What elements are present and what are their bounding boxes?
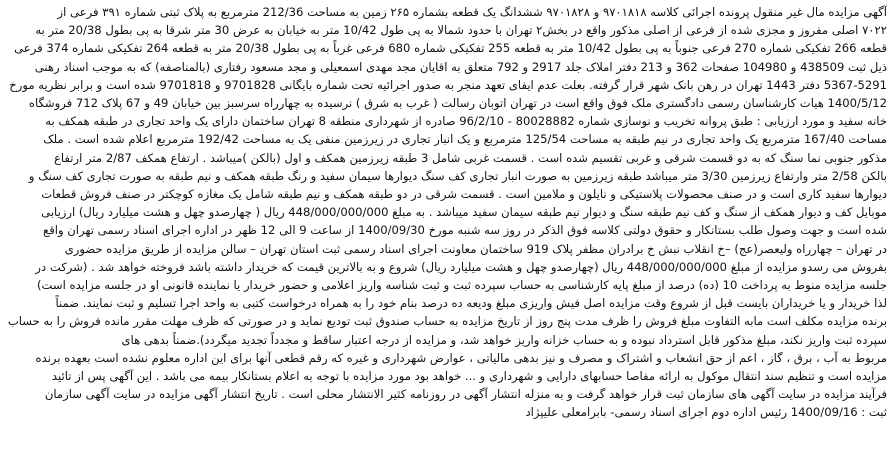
- notice-line: جلسه مزایده منوط به پرداخت 10 (ده) درصد از مبلغ پایه کارشناسی به حساب سپرده ثبت و ثبت شناسه واریز اعلامی و حضور خریدار یا نماینده قانونی او در جلسه مزایده است): [36, 278, 887, 293]
- notice-line: خانه سفید و مورد ارزیابی : طبق پروانه تخریب و نوسازی شماره 80028882 - 96/2/10 صادره از شهرداری منطقه 8 تهران ساختمان دارای یک واحد تجاری در طبقه همکف به: [45, 114, 887, 129]
- notice-line: آگهی مزایده مال غیر منقول پرونده اجرائی کلاسه ۹۷۰۱۸۱۸ و ۹۷۰۱۸۲۸ ششدانگ یک قطعه بشماره ۲۶۵ زمین به مساحت 212/36 مترمربع به پلاک ثبتی شماره ۳۹۱ فرعی از: [57, 5, 887, 19]
- notice-line: بالکن 2/58 متر وارتفاع زیرزمین 3/30 متر میباشد طبقه زیرزمین به صورت انبار تجاری کف سنگ دیوارها سیمان سفید و رنگ طبقه همکف و نیم طبقه به صورت تجاری کف سنگ و: [28, 168, 887, 183]
- notice-line: ذیل ثبت 438509 و 104980 صفحات 362 و 213 دفتر املاک جلد 2917 و 792 متعلق به اقایان مجد مهدی اسمعیلی و مجد مسعود رفتاری (بالمناصفه) که به موجب اسناد رهنی: [34, 59, 887, 74]
- notice-line: فرآیند مزایده در سایت آگهی های سازمان ثبت قرار خواهد گرفت و به منزله انتشار آگهی در روزنامه کثیر الانتشار محلی است . تاریخ انتشار آگهی مزایده در سایت آگهی سازمان: [44, 387, 887, 402]
- notice-line: ثبت : 1400/09/16 رئیس اداره دوم اجرای اسناد رسمی- بابرامعلی علیپژاد: [525, 405, 887, 420]
- notice-line: مربوط به آب ، برق ، گاز ، اعم از حق انشعاب و اشتراک و مصرف و نیز بدهی مالیاتی ، عوارض شهرداری و غیره که رقم قطعی آنها برای این اداره معلوم نشده است بعهده برنده: [35, 350, 887, 365]
- notice-line: مساحت 167/40 مترمربع یک واحد تجاری در نیم طبقه به مساحت 125/54 مترمربع و یک انبار تجاری در زیرزمین منفی یک به مساحت 192/42 مترمربع اعلام شده است . ملک: [43, 132, 887, 147]
- notice-line: برنده مزایده مکلف است مابه التفاوت مبلغ فروش را ظرف مدت پنج روز از تاریخ مزایده به حساب صندوق ثبت تودیع نماید و در صورتی که ظرف مهلت مقرر مانده فروش را به حساب: [8, 314, 887, 329]
- notice-line: در تهران – چهارراه ولیعصر(عج) –خ انقلاب نبش خ برادران مظفر پلاک 919 ساختمان معاونت اجرای اسناد رسمی ثبت استان تهران – سالن مزایده از طریق مزایده حضوری: [64, 241, 887, 256]
- notice-line: مزایده است و تنظیم سند انتقال موکول به ارائه مفاصا حسابهای دارایی و شهرداری و ... خواهد بود مورد مزایده با توجه به اعلام بستانکار بیمه می باشد . این آگهی پس از تائید: [51, 369, 887, 384]
- notice-line: بفروش می رسدو مزایده از مبلغ 448/000/000/000 ریال (چهارصدو چهل و هشت میلیارد ریال) شروع و به بالاترین قیمت که خریدار داشته باشد فروخته خواهد شد . (شرکت در: [35, 259, 887, 274]
- notice-line: 5367-5291 دفتر 1443 تهران در رهن بانک شهر قرار گرفته. بعلت عدم ایفای تعهد منجر به صدور اجرائیه تحت شماره بایگانی 9701828 و 9701818 شده است و برابر نظریه مورخ: [9, 77, 887, 92]
- notice-line: سپرده ثبت واریز نکند، مبلغ مذکور قابل استرداد نبوده و به حساب خزانه واریز خواهد شد، و مزایده از درجه اعتبار ساقط و مجدداً تجدید میگردد).ضمناً بدهی های: [121, 332, 887, 347]
- notice-line: مذکور جنوبی نما سنگ که به دو قسمت شرقی و غربی تقسیم شده است . قسمت غربی شامل 3 طبقه زیرزمین همکف و اول (بالکن )میباشد . ارتفاع همکف 2/87 متر ارتفاع: [53, 150, 887, 165]
- notice-line: موبایل کف و دیوار همکف از سنگ و کف نیم طبقه سنگ و دیوار نیم طبقه سیمان سفید میباشد . به مبلغ 448/000/000/000 ریال ( چهارصدو چهل و هشت میلیارد ریال) ارزیابی: [41, 205, 887, 220]
- notice-line: قطعه 266 تفکیکی شماره 270 فرعی جنوباً به پی بطول 10/42 متر به قطعه 255 تفکیکی شماره 680 فرعی غرباً به پی بطول 20/38 متر به قطعه 264 تفکیکی شماره 374 فرعی: [14, 41, 887, 56]
- notice-line: 1400/5/12 هیات کارشناسان رسمی دادگستری ملک فوق واقع است در تهران اتوبان رسالت ( غرب به شرق ) نرسیده به چهارراه سرسبز بین خیابان 49 و 67 پلاک 712 فروشگاه: [28, 96, 887, 111]
- notice-line: شده است و جهت وصول طلب بستانکار و حقوق دولتی کلاسه فوق الذکر در روز سه شنبه مورخ 1400/09/30 از ساعت 9 الی 12 ظهر در اداره اجرای اسناد رسمی تهران واقع: [43, 223, 887, 238]
- notice-line: ۷۰۲۲ اصلی مفروز و مجزی شده از فرعی از اصلی مذکور واقع در بخش۲ تهران با حدود شمالا به پی طول 10/42 متر به خیابان به عرض 30 متر شرقا به پی بطول 20/38 متر به: [35, 23, 887, 38]
- notice-line: دیوارها سفید کاری است و در صنف محصولات پلاستیکی و نایلون و ملامین است . قسمت شرقی در دو طبقه همکف و نیم طبقه شامل یک مغازه کوچکتر در صنف فروش قطعات: [41, 187, 887, 202]
- notice-line: لذا خریدار و یا خریداران بایست قبل از شروع وقت مزایده اصل فیش واریزی مبلغ ودیعه ده درصد بنام خود را به همراه درخواست کتبی به واحد اجرا تسلیم و ثبت نمایند. ضمناً: [55, 296, 887, 311]
